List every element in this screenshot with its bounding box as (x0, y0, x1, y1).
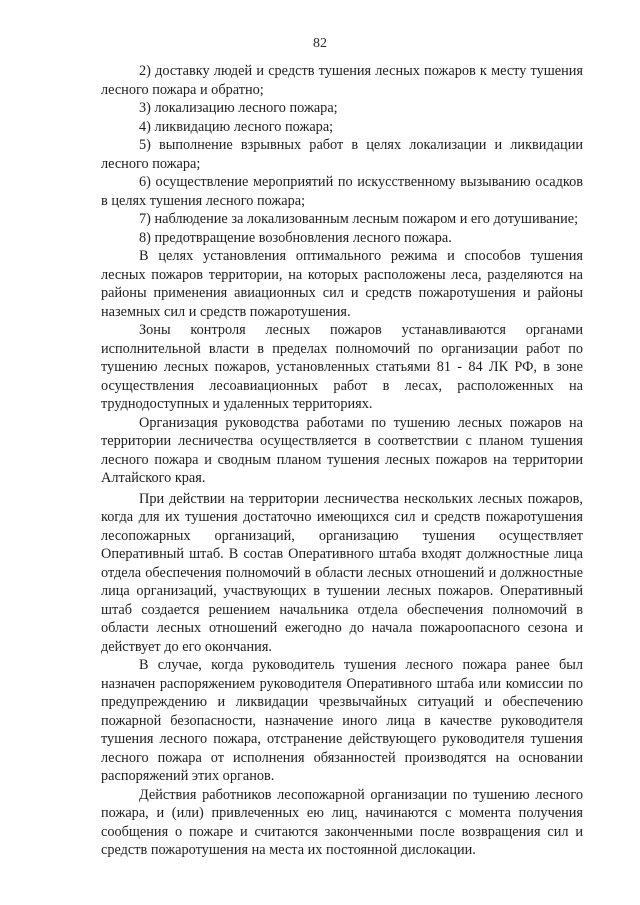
paragraph-operational-hq: При действии на территории лесничества нескольких лесных пожаров, когда для их тушения достаточно имеющихся сил и средств пожаротушения лесопожарных организаций, организацию тушения осуществляет Оперативный штаб. В состав Оперативного штаба входят должностные лица отдела обеспечения полномочий в области лесных отношений и должностные лица организаций, участвующих в тушении лесных пожаров. Оперативный штаб создается решением начальника отдела обеспечения полномочий в области лесных отношений ежегодно до начала пожароопасного сезона и действует до его окончания. (101, 490, 583, 655)
list-item-2: 2) доставку людей и средств тушения лесных пожаров к месту тушения лесного пожара и обратно; (101, 63, 583, 98)
page-number: 82 (313, 36, 327, 51)
list-item-7: 7) наблюдение за локализованным лесным пожаром и его дотушивание; (139, 211, 579, 227)
list-item-8: 8) предотвращение возобновления лесного пожара. (139, 229, 452, 246)
list-item-4: 4) ликвидацию лесного пожара; (139, 118, 334, 135)
paragraph-organization: Организация руководства работами по тушению лесных пожаров на территории лесничества осуществляется в соответствии с планом тушения лесного пожара и сводным планом тушения лесных пожаров на территории Алтайского края. (101, 414, 583, 486)
paragraph-fire-manager: В случае, когда руководитель тушения лесного пожара ранее был назначен распоряжением руководителя Оперативного штаба или комиссии по предупреждению и ликвидации чрезвычайных ситуаций и обеспечению пожарной безопасности, назначение иного лица в качестве руководителя тушения лесного пожара, отстранение действующего руководителя тушения лесного пожара от исполнения обязанностей производятся на основании распоряжений этих органов. (101, 657, 583, 784)
body-text (101, 62, 583, 860)
paragraph-worker-actions: Действия работников лесопожарной организации по тушению лесного пожара, и (или) привлеченных ею лиц, начинаются с момента получения сообщения о пожаре и считаются законченными после возвращения сил и средств пожаротушения на места их постоянной дислокации. (101, 786, 583, 858)
list-item-3: 3) локализацию лесного пожара; (139, 100, 338, 116)
paragraph-fire-zones: В целях установления оптимального режима и способов тушения лесных пожаров территории, на которых расположены леса, разделяются на районы применения авиационных сил и средств пожаротушения и районы наземных сил и средств пожаротушения. (101, 248, 583, 320)
list-item-5: 5) выполнение взрывных работ в целях локализации и ликвидации лесного пожара; (101, 137, 583, 172)
list-item-6: 6) осуществление мероприятий по искусственному вызыванию осадков в целях тушения лесного пожара; (101, 174, 583, 209)
paragraph-control-zones: Зоны контроля лесных пожаров устанавливаются органами исполнительной власти в пределах полномочий по организации работ по тушению лесных пожаров, установленных статьями 81 - 84 ЛК РФ, в зоне осуществления лесоавиационных работ в лесах, расположенных на труднодоступных и удаленных территориях. (101, 322, 583, 412)
